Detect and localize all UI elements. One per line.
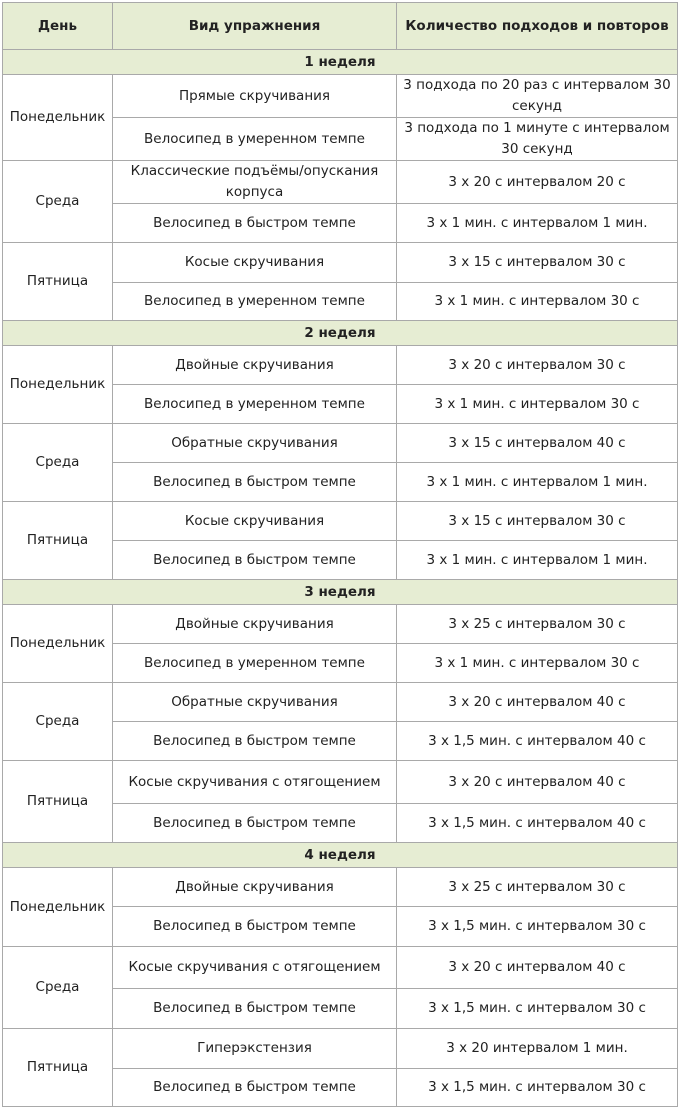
week-title: 2 неделя (3, 321, 678, 346)
week-title: 4 неделя (3, 843, 678, 868)
exercise-cell: Обратные скручивания (113, 424, 397, 463)
day-cell: Пятница (3, 761, 113, 843)
exercise-cell: Велосипед в умеренном темпе (113, 118, 397, 161)
sets-reps-cell: 3 х 1 мин. с интервалом 30 с (397, 644, 678, 683)
table-row (3, 761, 678, 804)
sets-reps-cell: 3 х 1 мин. с интервалом 30 с (397, 385, 678, 424)
sets-reps-cell: 3 х 20 интервалом 1 мин. (397, 1029, 678, 1069)
exercise-cell: Велосипед в быстром темпе (113, 722, 397, 761)
day-cell: Понедельник (3, 868, 113, 947)
sets-reps-cell: 3 х 1 мин. с интервалом 1 мин. (397, 204, 678, 243)
exercise-cell: Косые скручивания с отягощением (113, 947, 397, 989)
sets-reps-cell: 3 х 20 с интервалом 30 с (397, 346, 678, 385)
week-row (3, 580, 678, 605)
day-cell: Среда (3, 424, 113, 502)
table-row (3, 346, 678, 385)
day-cell: Пятница (3, 502, 113, 580)
exercise-cell: Классические подъёмы/опускания корпуса (113, 161, 397, 204)
sets-reps-cell: 3 х 20 с интервалом 40 с (397, 683, 678, 722)
exercise-cell: Велосипед в умеренном темпе (113, 644, 397, 683)
sets-reps-cell: 3 х 1 мин. с интервалом 1 мин. (397, 463, 678, 502)
day-cell: Среда (3, 161, 113, 243)
table-row (3, 605, 678, 644)
sets-reps-cell: 3 х 20 с интервалом 40 с (397, 761, 678, 804)
sets-reps-cell: 3 х 15 с интервалом 30 с (397, 502, 678, 541)
exercise-cell: Велосипед в быстром темпе (113, 989, 397, 1029)
sets-reps-cell: 3 х 1 мин. с интервалом 1 мин. (397, 541, 678, 580)
week-title: 3 неделя (3, 580, 678, 605)
exercise-cell: Гиперэкстензия (113, 1029, 397, 1069)
table-row (3, 1029, 678, 1069)
week-title: 1 неделя (3, 50, 678, 75)
day-cell: Понедельник (3, 346, 113, 424)
sets-reps-cell: 3 х 25 с интервалом 30 с (397, 605, 678, 644)
sets-reps-cell: 3 х 1,5 мин. с интервалом 40 с (397, 804, 678, 843)
exercise-cell: Велосипед в быстром темпе (113, 907, 397, 947)
week-row (3, 321, 678, 346)
day-cell: Пятница (3, 243, 113, 321)
exercise-cell: Велосипед в умеренном темпе (113, 283, 397, 321)
sets-reps-cell: 3 подхода по 1 минуте с интервалом 30 секунд (397, 118, 678, 161)
day-cell: Понедельник (3, 75, 113, 161)
table-row (3, 243, 678, 283)
header-sets-reps: Количество подходов и повторов (397, 3, 678, 50)
exercise-cell: Велосипед в быстром темпе (113, 541, 397, 580)
exercise-cell: Прямые скручивания (113, 75, 397, 118)
table-row (3, 947, 678, 989)
table-row (3, 683, 678, 722)
header-day: День (3, 3, 113, 50)
header-exercise: Вид упражнения (113, 3, 397, 50)
table-body (3, 50, 678, 1107)
day-cell: Пятница (3, 1029, 113, 1107)
table-header (3, 3, 678, 50)
sets-reps-cell: 3 х 15 с интервалом 30 с (397, 243, 678, 283)
table-row (3, 161, 678, 204)
sets-reps-cell: 3 х 1,5 мин. с интервалом 30 с (397, 989, 678, 1029)
exercise-cell: Двойные скручивания (113, 605, 397, 644)
sets-reps-cell: 3 х 20 с интервалом 20 с (397, 161, 678, 204)
exercise-cell: Велосипед в быстром темпе (113, 204, 397, 243)
header-row (3, 3, 678, 50)
table-row (3, 424, 678, 463)
sets-reps-cell: 3 х 20 с интервалом 40 с (397, 947, 678, 989)
week-row (3, 843, 678, 868)
exercise-cell: Косые скручивания (113, 243, 397, 283)
day-cell: Среда (3, 683, 113, 761)
week-row (3, 50, 678, 75)
exercise-cell: Велосипед в быстром темпе (113, 804, 397, 843)
exercise-cell: Косые скручивания с отягощением (113, 761, 397, 804)
exercise-cell: Велосипед в быстром темпе (113, 1069, 397, 1107)
sets-reps-cell: 3 х 1,5 мин. с интервалом 40 с (397, 722, 678, 761)
sets-reps-cell: 3 подхода по 20 раз с интервалом 30 секунд (397, 75, 678, 118)
sets-reps-cell: 3 х 1,5 мин. с интервалом 30 с (397, 907, 678, 947)
exercise-cell: Двойные скручивания (113, 346, 397, 385)
exercise-cell: Велосипед в быстром темпе (113, 463, 397, 502)
table-row (3, 75, 678, 118)
exercise-cell: Велосипед в умеренном темпе (113, 385, 397, 424)
exercise-cell: Обратные скручивания (113, 683, 397, 722)
table-row (3, 868, 678, 907)
sets-reps-cell: 3 х 1,5 мин. с интервалом 30 с (397, 1069, 678, 1107)
day-cell: Среда (3, 947, 113, 1029)
table-row (3, 502, 678, 541)
sets-reps-cell: 3 х 25 с интервалом 30 с (397, 868, 678, 907)
sets-reps-cell: 3 х 1 мин. с интервалом 30 с (397, 283, 678, 321)
day-cell: Понедельник (3, 605, 113, 683)
sets-reps-cell: 3 х 15 с интервалом 40 с (397, 424, 678, 463)
exercise-cell: Косые скручивания (113, 502, 397, 541)
workout-table (2, 2, 678, 1107)
exercise-cell: Двойные скручивания (113, 868, 397, 907)
